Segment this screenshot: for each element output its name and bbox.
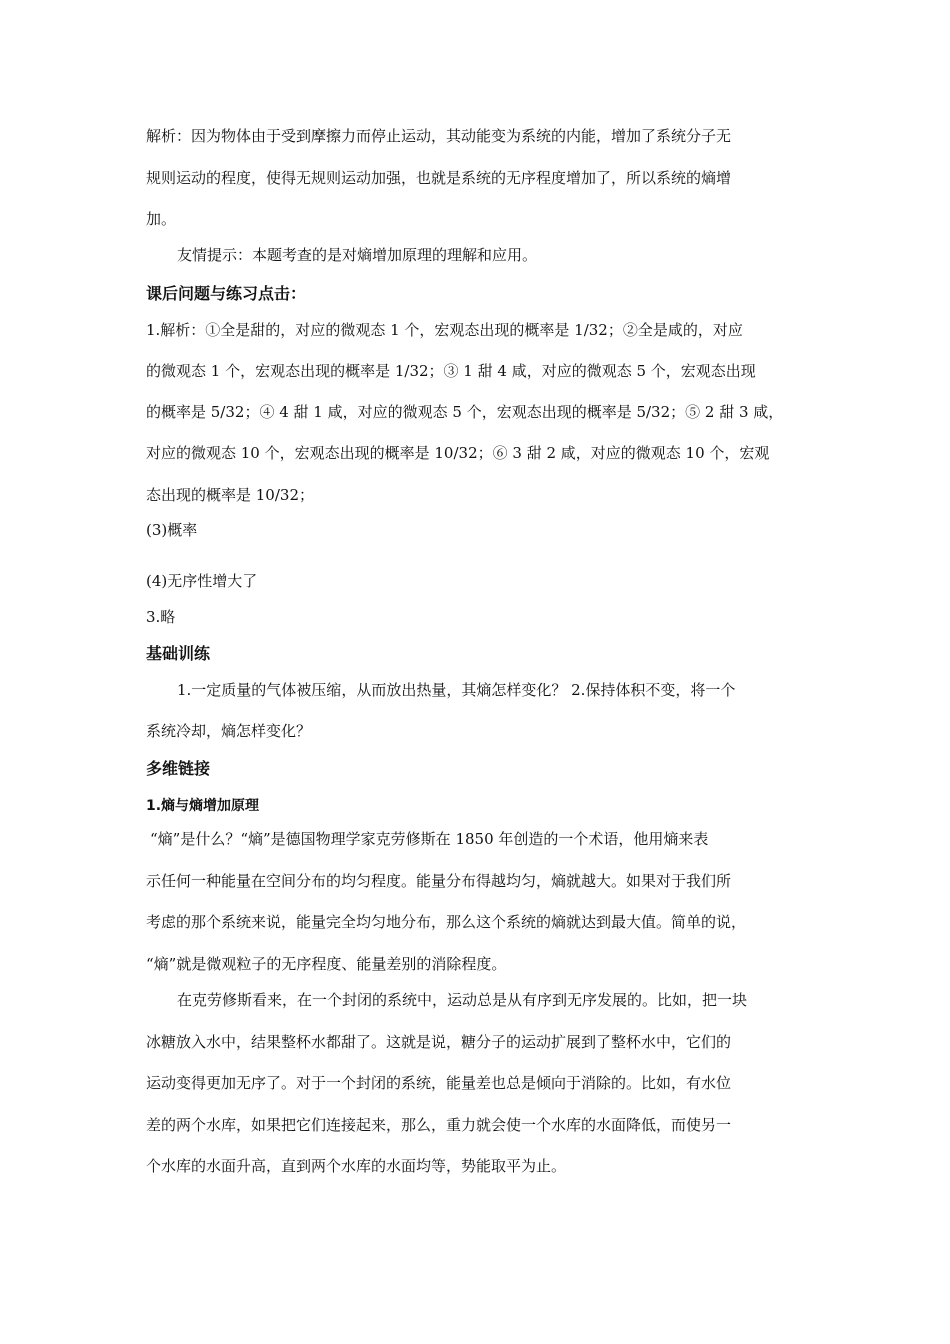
- para1-line-3: 考虑的那个系统来说，能量完全均匀地分布，那么这个系统的熵就达到最大值。简单的说，: [146, 913, 747, 931]
- section-heading-basic-training: 基础训练: [146, 644, 211, 663]
- basic-training-line-1: 1.一定质量的气体被压缩，从而放出热量，其熵怎样变化？ 2.保持体积不变，将一个: [177, 681, 736, 699]
- para2-line-5: 个水库的水面升高，直到两个水库的水面均等，势能取平为止。: [146, 1157, 567, 1175]
- para2-line-3: 运动变得更加无序了。对于一个封闭的系统，能量差也总是倾向于消除的。比如，有水位: [146, 1074, 732, 1092]
- basic-training-line-2: 系统冷却，熵怎样变化？: [146, 722, 312, 740]
- after-class-line-4: 对应的微观态 10 个，宏观态出现的概率是 10/32；⑥ 3 甜 2 咸，对应的微观态 10 个，宏观: [146, 444, 770, 462]
- analysis-line-3: 加。: [146, 210, 177, 228]
- analysis-line-1: 解析：因为物体由于受到摩擦力而停止运动，其动能变为系统的内能，增加了系统分子无: [146, 127, 732, 145]
- after-class-line-1: 1.解析：①全是甜的，对应的微观态 1 个，宏观态出现的概率是 1/32；②全是咸的，对应: [146, 321, 743, 339]
- section-heading-after-class: 课后问题与练习点击：: [146, 284, 307, 303]
- para1-line-1: “熵”是什么？“熵”是德国物理学家克劳修斯在 1850 年创造的一个术语，他用熵来表: [150, 830, 709, 848]
- after-class-line-5: 态出现的概率是 10/32；: [146, 486, 314, 504]
- after-class-line-2: 的微观态 1 个，宏观态出现的概率是 1/32；③ 1 甜 4 咸，对应的微观态 5 个，宏观态出现: [146, 362, 756, 380]
- para2-line-1: 在克劳修斯看来，在一个封闭的系统中，运动总是从有序到无序发展的。比如，把一块: [177, 991, 748, 1009]
- para2-line-2: 冰糖放入水中，结果整杯水都甜了。这就是说，糖分子的运动扩展到了整杯水中，它们的: [146, 1033, 732, 1051]
- friendly-tip: 友情提示：本题考查的是对熵增加原理的理解和应用。: [177, 246, 538, 264]
- after-class-item-omit: 3.略: [146, 608, 176, 626]
- analysis-line-2: 规则运动的程度，使得无规则运动加强，也就是系统的无序程度增加了，所以系统的熵增: [146, 169, 732, 187]
- after-class-line-3: 的概率是 5/32；④ 4 甜 1 咸，对应的微观态 5 个，宏观态出现的概率是 5/32；⑤ 2 甜 3 咸，: [146, 403, 784, 421]
- section-heading-multi-link: 多维链接: [146, 759, 211, 778]
- subheading-entropy: 1.熵与熵增加原理: [146, 798, 260, 814]
- para1-line-4: “熵”就是微观粒子的无序程度、能量差别的消除程度。: [146, 955, 507, 973]
- para2-line-4: 差的两个水库，如果把它们连接起来，那么，重力就会使一个水库的水面降低，而使另一: [146, 1116, 732, 1134]
- para1-line-2: 示任何一种能量在空间分布的均匀程度。能量分布得越均匀，熵就越大。如果对于我们所: [146, 872, 732, 890]
- after-class-item-4: (4)无序性增大了: [146, 572, 258, 590]
- after-class-item-3: (3)概率: [146, 521, 198, 539]
